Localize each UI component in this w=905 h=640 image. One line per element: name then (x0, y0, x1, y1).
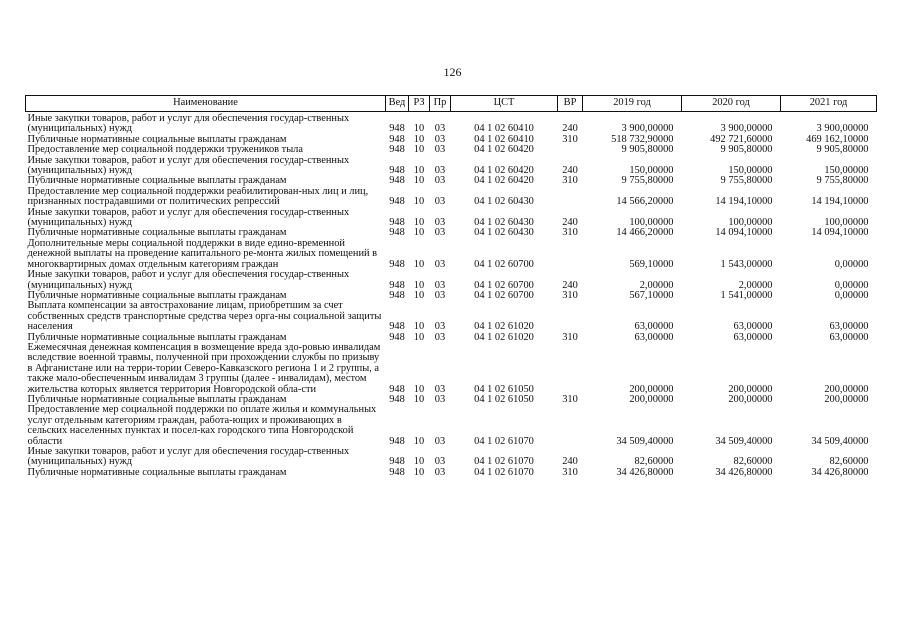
cell-vr: 240 (562, 456, 578, 468)
cell-ved: 948 (389, 123, 405, 135)
cell-pr: 03 (434, 134, 446, 145)
cell-rz: 10 (413, 290, 425, 301)
cell-2020: 9 755,80000 (720, 176, 773, 187)
cell-cst: 04 1 02 60410 (474, 134, 534, 145)
cell-ved: 948 (389, 228, 405, 239)
table-row (26, 468, 877, 478)
cell-ved: 948 (389, 217, 405, 229)
cell-cst: 04 1 02 61070 (474, 435, 534, 447)
cell-cst: 04 1 02 61020 (474, 321, 534, 333)
cell-vr (558, 301, 583, 332)
cell-cst: 04 1 02 60700 (474, 258, 534, 270)
cell-2021: 34 426,80000 (811, 467, 869, 478)
table-row (26, 291, 877, 301)
cell-vr: 240 (562, 217, 578, 229)
cell-2020: 1 541,00000 (720, 290, 773, 301)
cell-rz: 10 (413, 456, 425, 468)
cell-name: Выплата компенсации за автострахование лицам, приобретшим за счет собственных средств транспортные средства через орга-ны социальной защиты населения (27, 301, 382, 333)
cell-cst: 04 1 02 61050 (474, 394, 534, 405)
table-row (26, 208, 877, 229)
cell-name: Дополнительные меры социальной поддержки в виде едино-временной денежной выплаты на проведение капитального ре-монта жилых помещений в многоквартирных домах отдельным категориям граждан (27, 238, 378, 270)
cell-rz: 10 (413, 145, 425, 156)
cell-rz: 10 (413, 165, 425, 177)
cell-2021: 9 755,80000 (816, 176, 869, 187)
cell-vr: 240 (562, 123, 578, 135)
cell-2019: 82,60000 (634, 456, 674, 468)
cell-2020: 150,00000 (728, 165, 773, 177)
cell-2020: 63,00000 (733, 321, 773, 333)
cell-name: Публичные нормативные социальные выплаты гражданам (27, 228, 287, 239)
cell-2020: 9 905,80000 (720, 145, 773, 156)
cell-vr: 310 (562, 394, 578, 405)
cell-pr: 03 (434, 165, 446, 177)
cell-ved: 948 (389, 321, 405, 333)
table-row (26, 239, 877, 270)
cell-name: Публичные нормативные социальные выплаты гражданам (27, 467, 287, 478)
cell-cst: 04 1 02 60420 (474, 145, 534, 156)
cell-cst: 04 1 02 60420 (474, 176, 534, 187)
cell-2021: 63,00000 (829, 321, 869, 333)
table-row (26, 187, 877, 208)
cell-2021: 0,00000 (834, 279, 869, 291)
column-header-ved: Вед (386, 96, 409, 112)
cell-2021: 34 509,40000 (811, 435, 869, 447)
cell-2019: 567,10000 (629, 290, 674, 301)
cell-vr (558, 239, 583, 270)
cell-name: Иные закупки товаров, работ и услуг для обеспечения государ-ственных (муниципальных) нужд (27, 207, 350, 229)
cell-2021: 150,00000 (824, 165, 869, 177)
cell-pr: 03 (434, 196, 446, 208)
cell-rz: 10 (413, 467, 425, 478)
table-row (26, 228, 877, 238)
cell-ved: 948 (389, 383, 405, 395)
cell-rz: 10 (413, 383, 425, 395)
column-header-vr: ВР (558, 96, 583, 112)
table-row (26, 176, 877, 186)
cell-2019: 200,00000 (629, 394, 674, 405)
cell-name: Предоставление мер социальной поддержки тружеников тыла (27, 145, 303, 156)
cell-cst: 04 1 02 60430 (474, 217, 534, 229)
cell-pr: 03 (434, 228, 446, 239)
cell-vr: 310 (562, 467, 578, 478)
cell-pr: 03 (434, 383, 446, 395)
cell-2020: 63,00000 (733, 332, 773, 343)
cell-name: Публичные нормативные социальные выплаты гражданам (27, 290, 287, 301)
cell-pr: 03 (434, 456, 446, 468)
table-row (26, 405, 877, 447)
cell-pr: 03 (434, 435, 446, 447)
cell-name: Публичные нормативные социальные выплаты гражданам (27, 332, 287, 343)
cell-rz: 10 (413, 332, 425, 343)
cell-ved: 948 (389, 467, 405, 478)
cell-ved: 948 (389, 332, 405, 343)
cell-2021: 0,00000 (834, 258, 869, 270)
cell-cst: 04 1 02 60410 (474, 123, 534, 135)
cell-2019: 34 509,40000 (616, 435, 674, 447)
cell-2019: 200,00000 (629, 383, 674, 395)
cell-ved: 948 (389, 279, 405, 291)
cell-rz: 10 (413, 196, 425, 208)
column-header-2021: 2021 год (781, 96, 877, 112)
cell-2019: 3 900,00000 (621, 123, 674, 135)
cell-2021: 3 900,00000 (816, 123, 869, 135)
cell-vr: 310 (562, 290, 578, 301)
cell-vr (558, 405, 583, 447)
cell-cst: 04 1 02 61020 (474, 332, 534, 343)
cell-ved: 948 (389, 394, 405, 405)
cell-2019: 9 755,80000 (621, 176, 674, 187)
cell-2019: 63,00000 (634, 321, 674, 333)
cell-ved: 948 (389, 196, 405, 208)
column-header-rz: РЗ (409, 96, 430, 112)
cell-2021: 82,60000 (829, 456, 869, 468)
cell-pr: 03 (434, 279, 446, 291)
cell-ved: 948 (389, 456, 405, 468)
table-row (26, 135, 877, 145)
cell-pr: 03 (434, 258, 446, 270)
cell-2021: 0,00000 (834, 290, 869, 301)
cell-vr: 310 (562, 332, 578, 343)
cell-2019: 34 426,80000 (616, 467, 674, 478)
cell-ved: 948 (389, 176, 405, 187)
cell-2020: 1 543,00000 (720, 258, 773, 270)
cell-cst: 04 1 02 60430 (474, 228, 534, 239)
column-header-pr: Пр (430, 96, 451, 112)
cell-name: Предоставление мер социальной поддержки по оплате жилья и коммунальных услуг отдельным категориям граждан, работа-ющих и проживающих в сельских населенных пунктах и посел-ках городского типа Новгородской области (27, 405, 377, 447)
budget-table (25, 95, 877, 478)
cell-vr: 310 (562, 228, 578, 239)
cell-ved: 948 (389, 165, 405, 177)
cell-rz: 10 (413, 279, 425, 291)
cell-ved: 948 (389, 435, 405, 447)
cell-2021: 63,00000 (829, 332, 869, 343)
cell-cst: 04 1 02 60700 (474, 290, 534, 301)
table-row (26, 343, 877, 395)
cell-2021: 469 162,10000 (806, 134, 869, 145)
cell-name: Публичные нормативные социальные выплаты гражданам (27, 134, 287, 145)
cell-2019: 9 905,80000 (621, 145, 674, 156)
cell-name: Предоставление мер социальной поддержки реабилитирован-ных лиц и лиц, признанных пострадавшими от политических репрессий (27, 186, 369, 208)
cell-vr (558, 187, 583, 208)
cell-2020: 100,00000 (728, 217, 773, 229)
cell-vr: 240 (562, 279, 578, 291)
cell-2019: 2,00000 (639, 279, 674, 291)
column-header-2020: 2020 год (682, 96, 781, 112)
cell-2019: 14 566,20000 (616, 196, 674, 208)
cell-name: Публичные нормативные социальные выплаты гражданам (27, 176, 287, 187)
cell-name: Ежемесячная денежная компенсация в возмещение вреда здо-ровью инвалидам вследствие военной травмы, полученной при прохождении службы по призыву в Афганистане или на терри-тории Северо-Кавказского региона 1 и 2 группы, а также мало-обеспеченным инвалидам 3 группы (далее - инвалидам), местом жительства которых является территория Новгородской обла-сти (27, 342, 381, 395)
cell-name: Иные закупки товаров, работ и услуг для обеспечения государ-ственных (муниципальных) нужд (27, 155, 350, 177)
column-header-name: Наименование (26, 96, 386, 112)
cell-2020: 3 900,00000 (720, 123, 773, 135)
cell-name: Иные закупки товаров, работ и услуг для обеспечения государ-ственных (муниципальных) нужд (27, 270, 350, 291)
cell-vr (558, 145, 583, 155)
cell-2020: 14 194,10000 (715, 196, 773, 208)
table-row (26, 447, 877, 468)
cell-2020: 200,00000 (728, 394, 773, 405)
page-number: 126 (443, 65, 462, 79)
cell-vr: 240 (562, 165, 578, 177)
cell-rz: 10 (413, 123, 425, 135)
cell-pr: 03 (434, 290, 446, 301)
cell-2020: 2,00000 (738, 279, 773, 291)
cell-2019: 518 732,90000 (611, 134, 674, 145)
cell-2021: 200,00000 (824, 394, 869, 405)
cell-2020: 34 426,80000 (715, 467, 773, 478)
cell-cst: 04 1 02 60430 (474, 196, 534, 208)
cell-vr: 310 (562, 134, 578, 145)
cell-2020: 34 509,40000 (715, 435, 773, 447)
cell-rz: 10 (413, 228, 425, 239)
cell-2020: 14 094,10000 (715, 228, 773, 239)
cell-rz: 10 (413, 217, 425, 229)
table-row (26, 112, 877, 135)
cell-2020: 492 721,60000 (710, 134, 773, 145)
table-body (26, 112, 877, 479)
cell-2021: 200,00000 (824, 383, 869, 395)
table-row (26, 301, 877, 332)
table-header-row (26, 96, 877, 112)
cell-2020: 200,00000 (728, 383, 773, 395)
cell-2019: 569,10000 (629, 258, 674, 270)
cell-rz: 10 (413, 321, 425, 333)
cell-vr (558, 343, 583, 395)
cell-pr: 03 (434, 145, 446, 156)
table-row (26, 395, 877, 405)
cell-pr: 03 (434, 217, 446, 229)
cell-2021: 14 094,10000 (811, 228, 869, 239)
table-row (26, 333, 877, 343)
cell-ved: 948 (389, 145, 405, 156)
cell-ved: 948 (389, 258, 405, 270)
cell-cst: 04 1 02 60700 (474, 279, 534, 291)
cell-vr: 310 (562, 176, 578, 187)
cell-rz: 10 (413, 176, 425, 187)
cell-cst: 04 1 02 61070 (474, 467, 534, 478)
column-header-2019: 2019 год (583, 96, 682, 112)
cell-rz: 10 (413, 435, 425, 447)
cell-pr: 03 (434, 467, 446, 478)
cell-ved: 948 (389, 134, 405, 145)
cell-name: Иные закупки товаров, работ и услуг для обеспечения государ-ственных (муниципальных) нужд (27, 447, 350, 468)
cell-rz: 10 (413, 394, 425, 405)
cell-2020: 82,60000 (733, 456, 773, 468)
cell-2021: 9 905,80000 (816, 145, 869, 156)
table-row (26, 156, 877, 177)
cell-rz: 10 (413, 258, 425, 270)
cell-name: Публичные нормативные социальные выплаты гражданам (27, 394, 287, 405)
cell-pr: 03 (434, 321, 446, 333)
cell-ved: 948 (389, 290, 405, 301)
table-row (26, 270, 877, 291)
cell-name: Иные закупки товаров, работ и услуг для обеспечения государ-ственных (муниципальных) нужд (27, 113, 350, 135)
cell-pr: 03 (434, 394, 446, 405)
cell-2019: 100,00000 (629, 217, 674, 229)
cell-2021: 100,00000 (824, 217, 869, 229)
cell-cst: 04 1 02 61070 (474, 456, 534, 468)
cell-cst: 04 1 02 61050 (474, 383, 534, 395)
column-header-cst: ЦСТ (451, 96, 558, 112)
cell-2021: 14 194,10000 (811, 196, 869, 208)
cell-2019: 150,00000 (629, 165, 674, 177)
cell-cst: 04 1 02 60420 (474, 165, 534, 177)
cell-2019: 14 466,20000 (616, 228, 674, 239)
cell-2019: 63,00000 (634, 332, 674, 343)
cell-pr: 03 (434, 332, 446, 343)
cell-rz: 10 (413, 134, 425, 145)
table-row (26, 145, 877, 155)
cell-pr: 03 (434, 123, 446, 135)
cell-pr: 03 (434, 176, 446, 187)
